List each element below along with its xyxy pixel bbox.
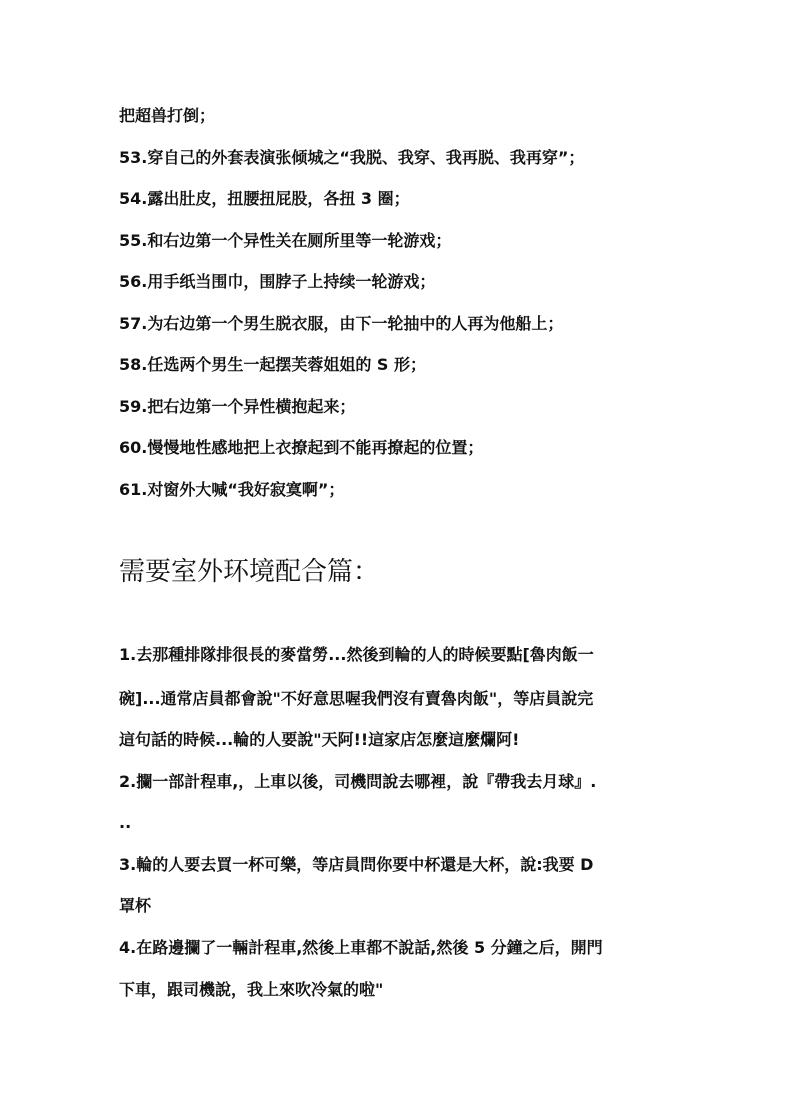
list-item: 3.輪的人要去買一杯可樂，等店員問你要中杯還是大杯，說:我要 D xyxy=(119,855,594,874)
list-item: 56.用手纸当围巾，围脖子上持续一轮游戏； xyxy=(119,272,436,291)
list-item: .. xyxy=(119,813,132,832)
list-item: 2.攔一部計程車,，上車以後，司機問說去哪裡，說『帶我去月球』. xyxy=(119,772,597,791)
list-item: 這句話的時候...輪的人要說"天阿!!這家店怎麼這麼爛阿! xyxy=(119,730,520,749)
list-item: 57.为右边第一个男生脱衣服，由下一轮抽中的人再为他船上； xyxy=(119,314,564,333)
list-item: 53.穿自己的外套表演张倾城之“我脱、我穿、我再脱、我再穿”； xyxy=(119,148,585,167)
list-item: 60.慢慢地性感地把上衣撩起到不能再撩起的位置； xyxy=(119,438,484,457)
list-item: 58.任选两个男生一起摆芙蓉姐姐的 S 形； xyxy=(119,355,427,374)
list-item: 罩杯 xyxy=(119,896,152,915)
list-item: 55.和右边第一个异性关在厕所里等一轮游戏； xyxy=(119,231,452,250)
list-item: 1.去那種排隊排很長的麥當勞...然後到輪的人的時候要點[魯肉飯一 xyxy=(119,645,594,664)
list-item: 下車，跟司機說，我上來吹冷氣的啦" xyxy=(119,980,384,999)
list-item: 54.露出肚皮，扭腰扭屁股，各扭 3 圈； xyxy=(119,189,410,208)
list-item: 碗]...通常店員都會說"不好意思喔我們沒有賣魯肉飯"，等店員說完 xyxy=(119,689,594,708)
list-item: 4.在路邊攔了一輛計程車,然後上車都不說話,然後 5 分鐘之后，開門 xyxy=(119,938,603,957)
list-item: 59.把右边第一个异性横抱起来； xyxy=(119,397,356,416)
section-heading: 需要室外环境配合篇： xyxy=(119,557,380,587)
list-item: 61.对窗外大喊“我好寂寞啊”； xyxy=(119,480,345,499)
list-item: 把超兽打倒； xyxy=(119,106,216,125)
